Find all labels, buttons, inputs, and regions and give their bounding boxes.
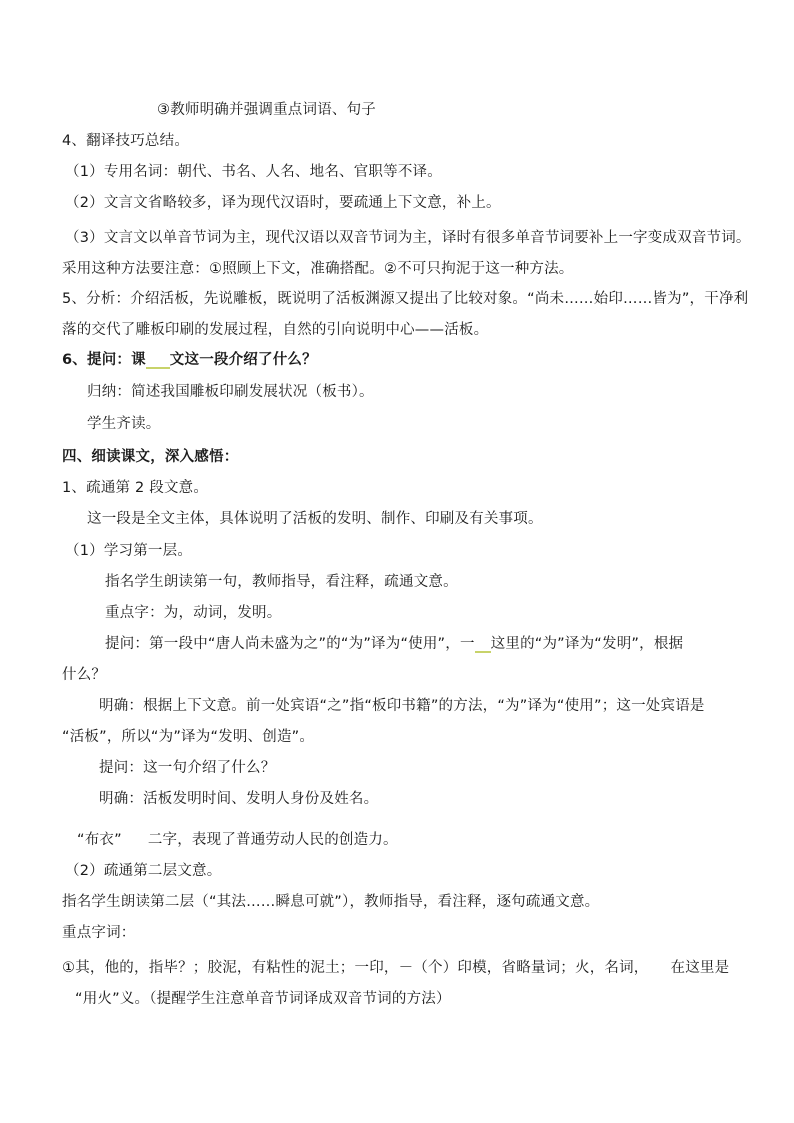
- line-read-first: 指名学生朗读第一句，教师指导，看注释，疏通文意。: [105, 574, 458, 590]
- line-buyi: [77, 830, 398, 850]
- line-read-second: 指名学生朗读第二层（“其法……瞬息可就”），教师指导，看注释，逐句疏通文意。: [62, 894, 600, 910]
- line-monosyllabic: （3）文言文以单音节词为主，现代汉语以双音节词为主，译时有很多单音节词要补上一字变成双音节词。: [65, 230, 751, 246]
- line-what: 什么？: [62, 667, 107, 683]
- buyi-explain: 二字，表现了普通劳动人民的创造力。: [147, 832, 398, 848]
- line-students-read: 学生齐读。: [87, 416, 161, 432]
- line-summary: 归纳：简述我国雕板印刷发展状况（板书）。: [87, 384, 374, 400]
- question-wei-prefix: 提问：第一段中“唐人尚未盛为之”的“为”译为“使用”，一: [105, 636, 475, 652]
- buyi-quote: “布衣”: [77, 832, 122, 848]
- line-main-body: 这一段是全文主体，具体说明了活板的发明、制作、印刷及有关事项。: [87, 511, 543, 527]
- word-notes-tail: 在这里是: [670, 960, 730, 976]
- line-word-notes: [62, 958, 729, 978]
- line-analysis: 5、分析：介绍活板，先说雕板，既说明了活板渊源又提出了比较对象。“尚未……始印……皆为”，干净利: [62, 291, 749, 307]
- line-omissions: （2）文言文省略较多，译为现代汉语时，要疏通上下文意，补上。: [65, 195, 501, 211]
- section-heading-4: 四、细读课文，深入感悟：: [62, 449, 239, 465]
- line-fire-meaning: “用火”义。（提醒学生注意单音节词译成双音节词的方法）: [75, 991, 451, 1007]
- line-question-sentence: 提问：这一句介绍了什么？: [99, 760, 276, 776]
- line-clarify-inventor: 明确：活板发明时间、发明人身份及姓名。: [99, 791, 379, 807]
- line-teacher-clarify: ③教师明确并强调重点词语、句子: [157, 102, 376, 118]
- line-question-wei: [105, 634, 683, 654]
- question-6-prefix: 6、提问：课: [62, 352, 146, 368]
- line-layer-2: （2）疏通第二层文意。: [65, 863, 222, 879]
- line-clarify-context: 明确：根据上下文意。前一处宾语“之”指“板印书籍”的方法，“为”译为“使用”；这一处宾语是: [99, 698, 705, 714]
- line-clarify-cont: “活板”，所以“为”译为“发明、创造”。: [62, 729, 315, 745]
- question-6-suffix: 文这一段介绍了什么？: [169, 352, 317, 368]
- line-translation-summary: 4、翻译技巧总结。: [62, 133, 190, 149]
- line-proper-nouns: （1）专用名词：朝代、书名、人名、地名、官职等不译。: [65, 164, 442, 180]
- highlight-mark: [146, 350, 170, 370]
- question-wei-suffix: 这里的“为”译为“发明”，根据: [490, 636, 684, 652]
- line-analysis-cont: 落的交代了雕板印刷的发展过程，自然的引向说明中心——活板。: [62, 322, 489, 338]
- word-notes-main: ①其，他的，指毕？；胶泥，有粘性的泥土；一印，－（个）印模，省略量词；火，名词，: [62, 960, 649, 976]
- line-question-6: [62, 350, 317, 370]
- line-key-word: 重点字：为，动词，发明。: [105, 605, 282, 621]
- highlight-mark-2: [475, 634, 491, 654]
- line-paragraph-2: 1、疏通第 2 段文意。: [62, 480, 209, 496]
- line-method-notes: 采用这种方法要注意：①照顾上下文，准确搭配。②不可只拘泥于这一种方法。: [62, 261, 574, 277]
- line-layer-1: （1）学习第一层。: [65, 543, 193, 559]
- line-key-words: 重点字词：: [62, 925, 136, 941]
